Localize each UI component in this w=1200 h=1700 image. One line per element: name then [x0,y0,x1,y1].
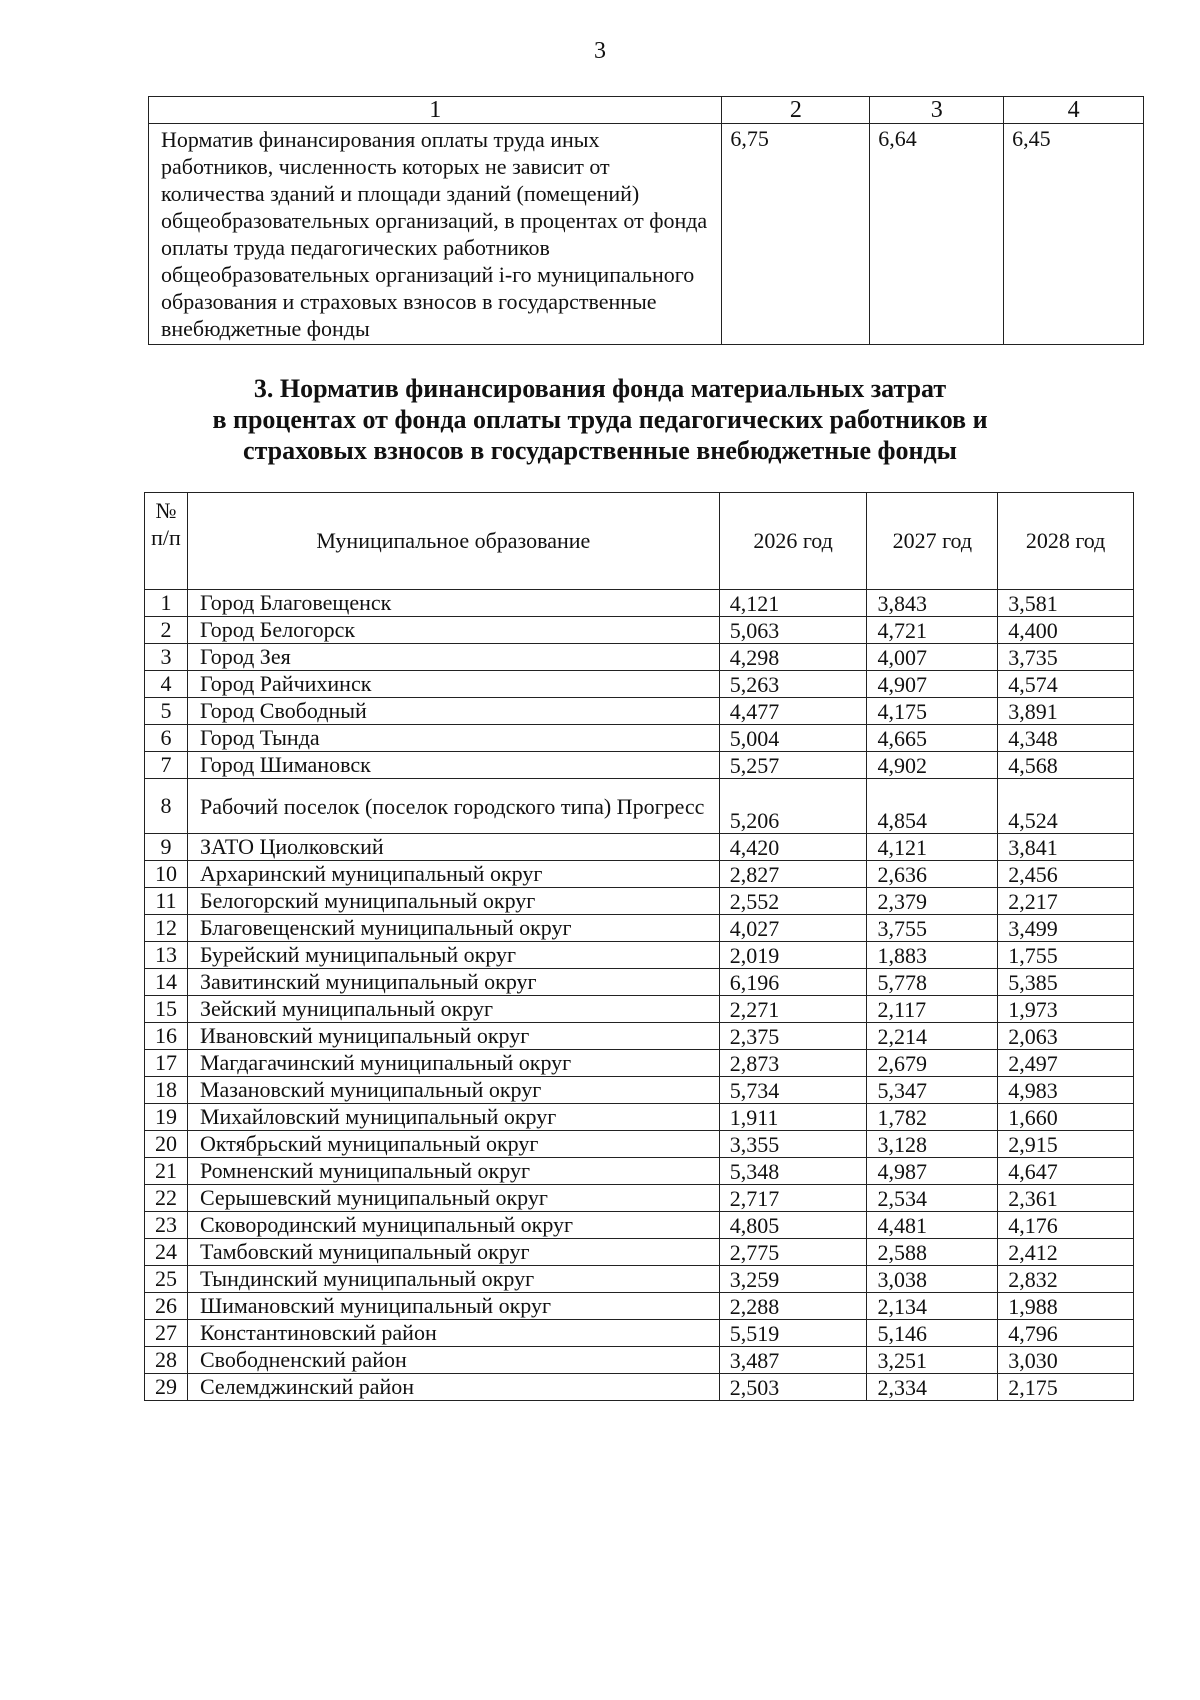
value-2027: 4,007 [867,644,998,671]
value-2028: 4,568 [998,752,1134,779]
table-row [145,1320,1134,1347]
municipality-name: Тындинский муниципальный округ [187,1266,719,1293]
value-2026: 4,477 [719,698,867,725]
table-row [145,942,1134,969]
municipality-name: Белогорский муниципальный округ [187,888,719,915]
value-2028: 2,063 [998,1023,1134,1050]
row-number: 7 [145,752,188,779]
value-2028: 4,647 [998,1158,1134,1185]
row-number: 28 [145,1347,188,1374]
municipality-name: Благовещенский муниципальный округ [187,915,719,942]
header-row [145,493,1134,590]
table-row [145,617,1134,644]
value-2027: 2,588 [867,1239,998,1266]
header-year-2028: 2028 год [998,493,1134,590]
value-cell: 6,75 [722,124,870,345]
table-row [145,1050,1134,1077]
value-2026: 2,775 [719,1239,867,1266]
table-row [145,888,1134,915]
section-title-line: в процентах от фонда оплаты труда педагогических работников и [212,405,988,434]
value-2027: 5,347 [867,1077,998,1104]
row-number: 11 [145,888,188,915]
value-2027: 1,782 [867,1104,998,1131]
section-title-line: страховых взносов в государственные внебюджетные фонды [243,436,957,465]
value-cell: 6,45 [1004,124,1144,345]
value-2027: 3,038 [867,1266,998,1293]
value-2026: 2,552 [719,888,867,915]
row-number: 13 [145,942,188,969]
row-number: 2 [145,617,188,644]
table-row [145,1347,1134,1374]
row-number: 3 [145,644,188,671]
value-2027: 4,721 [867,617,998,644]
municipality-name: Рабочий поселок (поселок городского типа) Прогресс [187,779,719,834]
table-row [145,1104,1134,1131]
value-2026: 2,827 [719,861,867,888]
table-row [145,1374,1134,1401]
value-2027: 2,534 [867,1185,998,1212]
row-number: 4 [145,671,188,698]
value-2028: 1,988 [998,1293,1134,1320]
table-row [145,644,1134,671]
continuation-table [148,96,1144,345]
header-number: № п/п [145,493,188,590]
value-2027: 4,854 [867,779,998,834]
municipality-name: Октябрьский муниципальный округ [187,1131,719,1158]
value-2027: 4,907 [867,671,998,698]
municipality-name: Город Шимановск [187,752,719,779]
municipality-name: Город Свободный [187,698,719,725]
row-number: 22 [145,1185,188,1212]
section-title-line: 3. Норматив финансирования фонда материальных затрат [253,374,947,403]
row-number: 27 [145,1320,188,1347]
municipality-name: Тамбовский муниципальный округ [187,1239,719,1266]
value-2027: 2,214 [867,1023,998,1050]
table-row [145,915,1134,942]
value-2026: 4,298 [719,644,867,671]
value-2027: 2,134 [867,1293,998,1320]
table-body [145,590,1134,1401]
value-2027: 2,334 [867,1374,998,1401]
value-2027: 3,755 [867,915,998,942]
table-row [145,969,1134,996]
table-row [145,1293,1134,1320]
row-number: 19 [145,1104,188,1131]
value-2027: 4,987 [867,1158,998,1185]
header-year-2027: 2027 год [867,493,998,590]
table-row [145,1266,1134,1293]
value-2026: 2,019 [719,942,867,969]
row-number: 8 [145,779,188,834]
table-row [145,1239,1134,1266]
col-header-4: 4 [1004,97,1144,124]
row-number: 6 [145,725,188,752]
table-row [149,124,1144,345]
municipality-name: Селемджинский район [187,1374,719,1401]
table-row [145,698,1134,725]
value-2026: 5,263 [719,671,867,698]
value-2026: 5,063 [719,617,867,644]
value-2026: 6,196 [719,969,867,996]
row-number: 16 [145,1023,188,1050]
municipality-name: Город Белогорск [187,617,719,644]
value-2028: 2,217 [998,888,1134,915]
table-row [145,590,1134,617]
value-2028: 3,581 [998,590,1134,617]
value-2028: 3,030 [998,1347,1134,1374]
table-row [145,1212,1134,1239]
value-2026: 2,503 [719,1374,867,1401]
value-2027: 2,636 [867,861,998,888]
value-2026: 2,271 [719,996,867,1023]
value-2028: 3,735 [998,644,1134,671]
value-2027: 3,251 [867,1347,998,1374]
value-2026: 3,487 [719,1347,867,1374]
table-row [145,1131,1134,1158]
value-2027: 3,843 [867,590,998,617]
value-2026: 5,734 [719,1077,867,1104]
value-2028: 2,175 [998,1374,1134,1401]
table-row [145,671,1134,698]
norms-table [144,492,1134,1401]
value-2026: 5,519 [719,1320,867,1347]
municipality-name: Константиновский район [187,1320,719,1347]
value-2026: 4,027 [719,915,867,942]
municipality-name: Сковородинский муниципальный округ [187,1212,719,1239]
row-number: 1 [145,590,188,617]
table-row [145,834,1134,861]
value-2027: 4,121 [867,834,998,861]
municipality-name: Серышевский муниципальный округ [187,1185,719,1212]
table-row [145,1077,1134,1104]
row-number: 10 [145,861,188,888]
municipality-name: Город Благовещенск [187,590,719,617]
page-number: 3 [594,38,606,64]
table-row [145,1158,1134,1185]
value-2026: 3,355 [719,1131,867,1158]
table-row [145,752,1134,779]
value-2027: 4,175 [867,698,998,725]
municipality-name: Город Зея [187,644,719,671]
value-2028: 4,983 [998,1077,1134,1104]
value-2028: 4,348 [998,725,1134,752]
municipality-name: Город Тында [187,725,719,752]
value-2026: 2,288 [719,1293,867,1320]
value-2026: 2,873 [719,1050,867,1077]
row-number: 26 [145,1293,188,1320]
value-2027: 3,128 [867,1131,998,1158]
value-2026: 4,420 [719,834,867,861]
value-2028: 3,841 [998,834,1134,861]
value-2026: 5,348 [719,1158,867,1185]
value-2028: 2,456 [998,861,1134,888]
value-2028: 2,497 [998,1050,1134,1077]
value-2028: 2,832 [998,1266,1134,1293]
municipality-name: Магдагачинский муниципальный округ [187,1050,719,1077]
municipality-name: Свободненский район [187,1347,719,1374]
value-2028: 2,361 [998,1185,1134,1212]
col-header-2: 2 [722,97,870,124]
header-municipality: Муниципальное образование [187,493,719,590]
row-number: 29 [145,1374,188,1401]
municipality-name: Ивановский муниципальный округ [187,1023,719,1050]
table-row [145,779,1134,834]
row-number: 9 [145,834,188,861]
continuation-header-row [149,97,1144,124]
value-2026: 5,206 [719,779,867,834]
municipality-name: Зейский муниципальный округ [187,996,719,1023]
value-2028: 4,574 [998,671,1134,698]
municipality-name: Михайловский муниципальный округ [187,1104,719,1131]
row-number: 24 [145,1239,188,1266]
row-number: 21 [145,1158,188,1185]
row-number: 5 [145,698,188,725]
municipality-name: Шимановский муниципальный округ [187,1293,719,1320]
value-2026: 1,911 [719,1104,867,1131]
row-number: 18 [145,1077,188,1104]
row-number: 14 [145,969,188,996]
value-2028: 3,499 [998,915,1134,942]
value-2028: 4,524 [998,779,1134,834]
value-cell: 6,64 [870,124,1004,345]
value-2028: 4,176 [998,1212,1134,1239]
municipality-name: Бурейский муниципальный округ [187,942,719,969]
row-number: 12 [145,915,188,942]
row-number: 17 [145,1050,188,1077]
col-header-1: 1 [149,97,722,124]
value-2028: 2,412 [998,1239,1134,1266]
value-2027: 5,146 [867,1320,998,1347]
table-row [145,725,1134,752]
row-number: 25 [145,1266,188,1293]
value-2028: 1,973 [998,996,1134,1023]
value-2026: 2,717 [719,1185,867,1212]
value-2026: 5,257 [719,752,867,779]
row-number: 23 [145,1212,188,1239]
value-2028: 5,385 [998,969,1134,996]
value-2027: 2,117 [867,996,998,1023]
header-year-2026: 2026 год [719,493,867,590]
value-2026: 4,805 [719,1212,867,1239]
value-2027: 5,778 [867,969,998,996]
value-2028: 1,660 [998,1104,1134,1131]
municipality-name: Завитинский муниципальный округ [187,969,719,996]
row-number: 20 [145,1131,188,1158]
norm-description: Норматив финансирования оплаты труда иных работников, численность которых не зависит от количества зданий и площади зданий (помещений) общеобразовательных организаций, в процентах от фонда оплаты труда педагогических работников общеобразовательных организаций i-го муниципального образования и страховых взносов в государственные внебюджетные фонды [149,124,722,345]
value-2026: 2,375 [719,1023,867,1050]
value-2027: 4,481 [867,1212,998,1239]
municipality-name: ЗАТО Циолковский [187,834,719,861]
table-row [145,861,1134,888]
section-title [0,373,1200,466]
municipality-name: Ромненский муниципальный округ [187,1158,719,1185]
value-2028: 4,400 [998,617,1134,644]
value-2028: 1,755 [998,942,1134,969]
value-2026: 5,004 [719,725,867,752]
col-header-3: 3 [870,97,1004,124]
value-2027: 4,665 [867,725,998,752]
value-2027: 1,883 [867,942,998,969]
value-2028: 3,891 [998,698,1134,725]
value-2028: 2,915 [998,1131,1134,1158]
value-2027: 4,902 [867,752,998,779]
value-2027: 2,679 [867,1050,998,1077]
table-row [145,996,1134,1023]
municipality-name: Мазановский муниципальный округ [187,1077,719,1104]
table-row [145,1185,1134,1212]
value-2027: 2,379 [867,888,998,915]
table-row [145,1023,1134,1050]
value-2028: 4,796 [998,1320,1134,1347]
municipality-name: Город Райчихинск [187,671,719,698]
row-number: 15 [145,996,188,1023]
value-2026: 3,259 [719,1266,867,1293]
municipality-name: Архаринский муниципальный округ [187,861,719,888]
value-2026: 4,121 [719,590,867,617]
